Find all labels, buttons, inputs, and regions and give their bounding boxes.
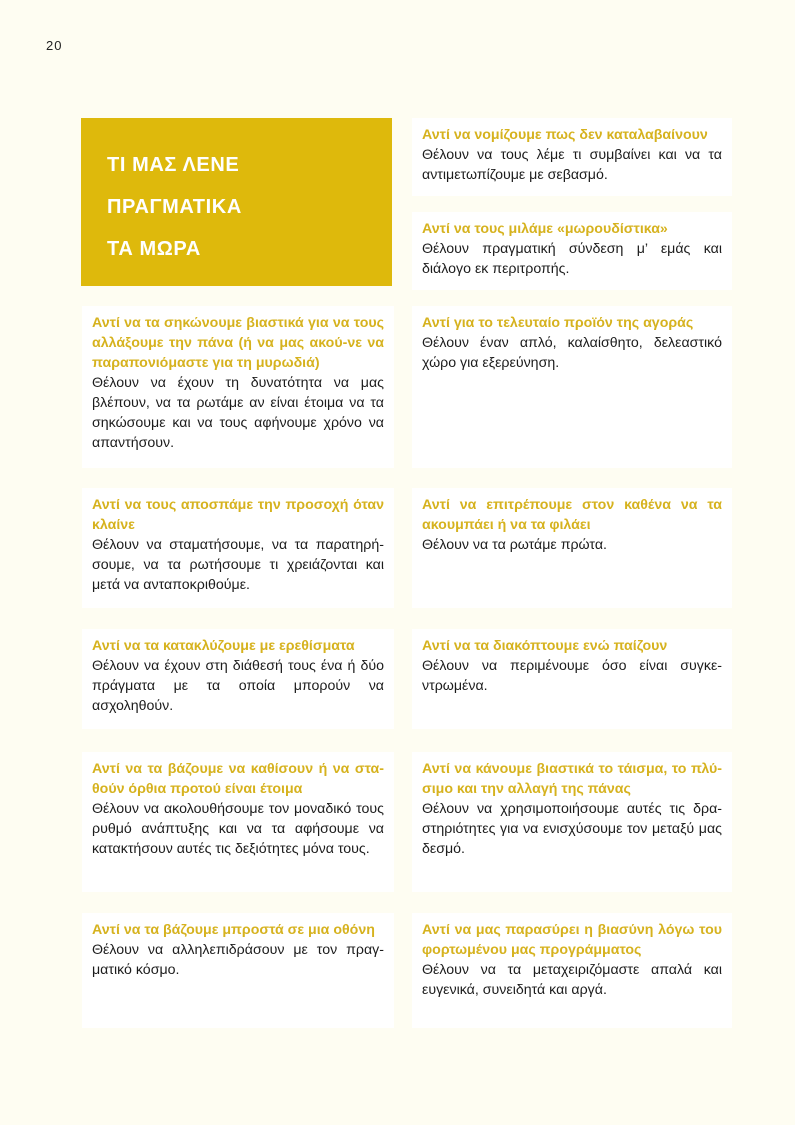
tip-heading: Αντί να τα διακόπτουμε ενώ παίζουν (422, 638, 668, 654)
tip-card (82, 306, 394, 468)
tip-heading: Αντί να τους αποσπάμε την προσοχή όταν κλαίνε (92, 497, 384, 533)
title-line: ΤΙ ΜΑΣ ΛΕΝΕ (107, 154, 240, 176)
tip-heading: Αντί να τα σηκώνουμε βιαστικά για να τους αλλάξουμε την πάνα (ή να μας ακού-νε να παραπονιόμαστε για τη μυρωδιά) (92, 315, 384, 371)
tip-text: Θέλουν να έχουν τη δυνατότητα να μας βλέπουν, να τα ρωτάμε αν είναι έτοιμα να τα σηκώσουμε και να τους αφήνουμε χρόνο να απαντήσουν. (92, 375, 384, 451)
tip-heading: Αντί να τα βάζουμε μπροστά σε μια οθόνη (92, 922, 375, 938)
tip-card (82, 629, 394, 729)
tip-heading: Αντί να επιτρέπουμε στον καθένα να τα ακουμπάει ή να τα φιλάει (422, 497, 722, 533)
title-line: ΤΑ ΜΩΡΑ (107, 238, 201, 260)
title-box (81, 118, 392, 286)
tip-card (82, 752, 394, 892)
tip-card (412, 629, 732, 729)
tip-text: Θέλουν να αλληλεπιδράσουν με τον πραγ-ματικό κόσμο. (92, 942, 384, 978)
tip-card (412, 212, 732, 290)
tip-heading: Αντί να τα βάζουμε να καθίσουν ή να στα-θούν όρθια προτού είναι έτοιμα (92, 761, 384, 797)
tip-text: Θέλουν έναν απλό, καλαίσθητο, δελεαστικό χώρο για εξερεύνηση. (422, 335, 722, 371)
tip-text: Θέλουν να περιμένουμε όσο είναι συγκε-ντρωμένα. (422, 658, 722, 694)
tip-card (412, 913, 732, 1028)
tip-card (412, 752, 732, 892)
tip-card (412, 488, 732, 608)
tip-card (82, 913, 394, 1028)
tip-text: Θέλουν να ακολουθήσουμε τον μοναδικό τους ρυθμό ανάπτυξης και να τα αφήσουμε να κατακτήσουν αυτές τις δεξιότητες μόνα τους. (92, 801, 384, 857)
tip-card (412, 118, 732, 196)
tip-heading: Αντί να νομίζουμε πως δεν καταλαβαίνουν (422, 127, 708, 143)
tip-text: Θέλουν να σταματήσουμε, να τα παρατηρή-σουμε, να τα ρωτήσουμε τι χρειάζονται και μετά να ανταποκριθούμε. (92, 537, 384, 593)
page-number: 20 (46, 38, 63, 53)
tip-heading: Αντί να τους μιλάμε «μωρουδίστικα» (422, 221, 668, 237)
tip-heading: Αντί να μας παρασύρει η βιασύνη λόγω του φορτωμένου μας προγράμματος (422, 922, 722, 958)
tip-text: Θέλουν πραγματική σύνδεση μ’ εμάς και διάλογο εκ περιτροπής. (422, 241, 722, 277)
title-line: ΠΡΑΓΜΑΤΙΚΑ (107, 196, 242, 218)
tip-text: Θέλουν να έχουν στη διάθεσή τους ένα ή δύο πράγματα με τα οποία μπορούν να ασχοληθούν. (92, 658, 384, 714)
tip-heading: Αντί να κάνουμε βιαστικά το τάισμα, το πλύ-σιμο και την αλλαγή της πάνας (422, 761, 722, 797)
tip-text: Θέλουν να τα μεταχειριζόμαστε απαλά και ευγενικά, συνειδητά και αργά. (422, 962, 722, 998)
tip-card (82, 488, 394, 608)
tip-heading: Αντί να τα κατακλύζουμε με ερεθίσματα (92, 638, 355, 654)
tip-text: Θέλουν να χρησιμοποιήσουμε αυτές τις δρα-στηριότητες για να ενισχύσουμε τον μεταξύ μας δεσμό. (422, 801, 722, 857)
tip-text: Θέλουν να τα ρωτάμε πρώτα. (422, 537, 607, 553)
tip-heading: Αντί για το τελευταίο προϊόν της αγοράς (422, 315, 694, 331)
tip-card (412, 306, 732, 468)
tip-text: Θέλουν να τους λέμε τι συμβαίνει και να τα αντιμετωπίζουμε με σεβασμό. (422, 147, 722, 183)
